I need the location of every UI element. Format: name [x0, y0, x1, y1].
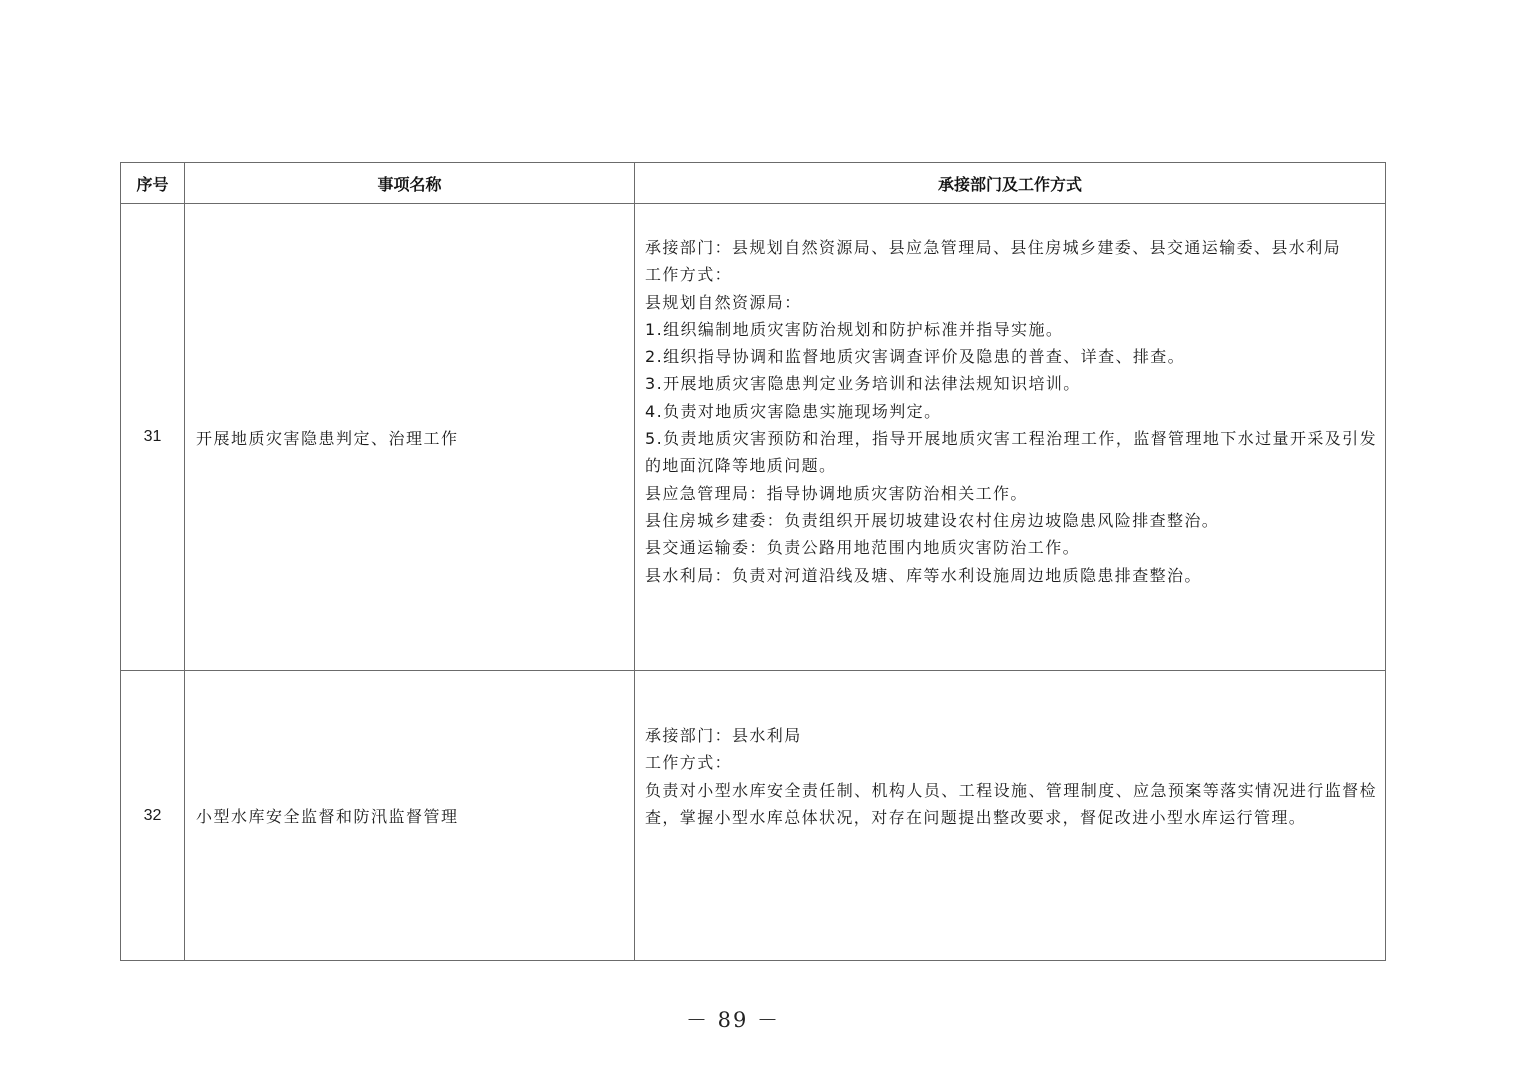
- dept-line: 1.组织编制地质灾害防治规划和防护标准并指导实施。: [645, 319, 1064, 339]
- dept-line: 5.负责地质灾害预防和治理，指导开展地质灾害工程治理工作，监督管理地下水过量开采及引发的地面沉降等地质问题。: [645, 429, 1377, 476]
- dept-line: 县应急管理局：指导协调地质灾害防治相关工作。: [645, 483, 1028, 503]
- table-row: [121, 204, 1386, 671]
- dept-line: 县住房城乡建委：负责组织开展切坡建设农村住房边坡隐患风险排查整治。: [645, 510, 1220, 530]
- dept-line: 工作方式：: [645, 753, 733, 773]
- dept-line: 工作方式：: [645, 265, 733, 285]
- row-number: 32: [121, 671, 185, 961]
- row-number: 31: [121, 204, 185, 671]
- items-table: [120, 162, 1386, 961]
- row-dept-method: [635, 204, 1386, 671]
- dept-line: 县交通运输委：负责公路用地范围内地质灾害防治工作。: [645, 538, 1081, 558]
- dept-line: 县规划自然资源局：: [645, 292, 802, 312]
- table-row: [121, 671, 1386, 961]
- row-dept-method: [635, 671, 1386, 961]
- header-dept-method: 承接部门及工作方式: [635, 163, 1386, 204]
- page-number: － 89 －: [685, 1008, 781, 1032]
- dept-line: 承接部门：县规划自然资源局、县应急管理局、县住房城乡建委、县交通运输委、县水利局: [645, 238, 1342, 257]
- row-item-name: 小型水库安全监督和防汛监督管理: [185, 671, 635, 961]
- dept-line: 3.开展地质灾害隐患判定业务培训和法律法规知识培训。: [645, 374, 1081, 394]
- dept-line: 负责对小型水库安全责任制、机构人员、工程设施、管理制度、应急预案等落实情况进行监督检查，掌握小型水库总体状况，对存在问题提出整改要求，督促改进小型水库运行管理。: [645, 780, 1377, 827]
- dept-line: 2.组织指导协调和监督地质灾害调查评价及隐患的普查、详查、排查。: [645, 347, 1186, 367]
- table-header-row: [121, 163, 1386, 204]
- header-item-name: 事项名称: [185, 163, 635, 204]
- dept-line: 县水利局：负责对河道沿线及塘、库等水利设施周边地质隐患排查整治。: [645, 565, 1202, 585]
- dept-line: 4.负责对地质灾害隐患实施现场判定。: [645, 401, 942, 421]
- dept-line: 承接部门：县水利局: [645, 726, 802, 745]
- row-item-name: 开展地质灾害隐患判定、治理工作: [185, 204, 635, 671]
- header-number: 序号: [121, 163, 185, 204]
